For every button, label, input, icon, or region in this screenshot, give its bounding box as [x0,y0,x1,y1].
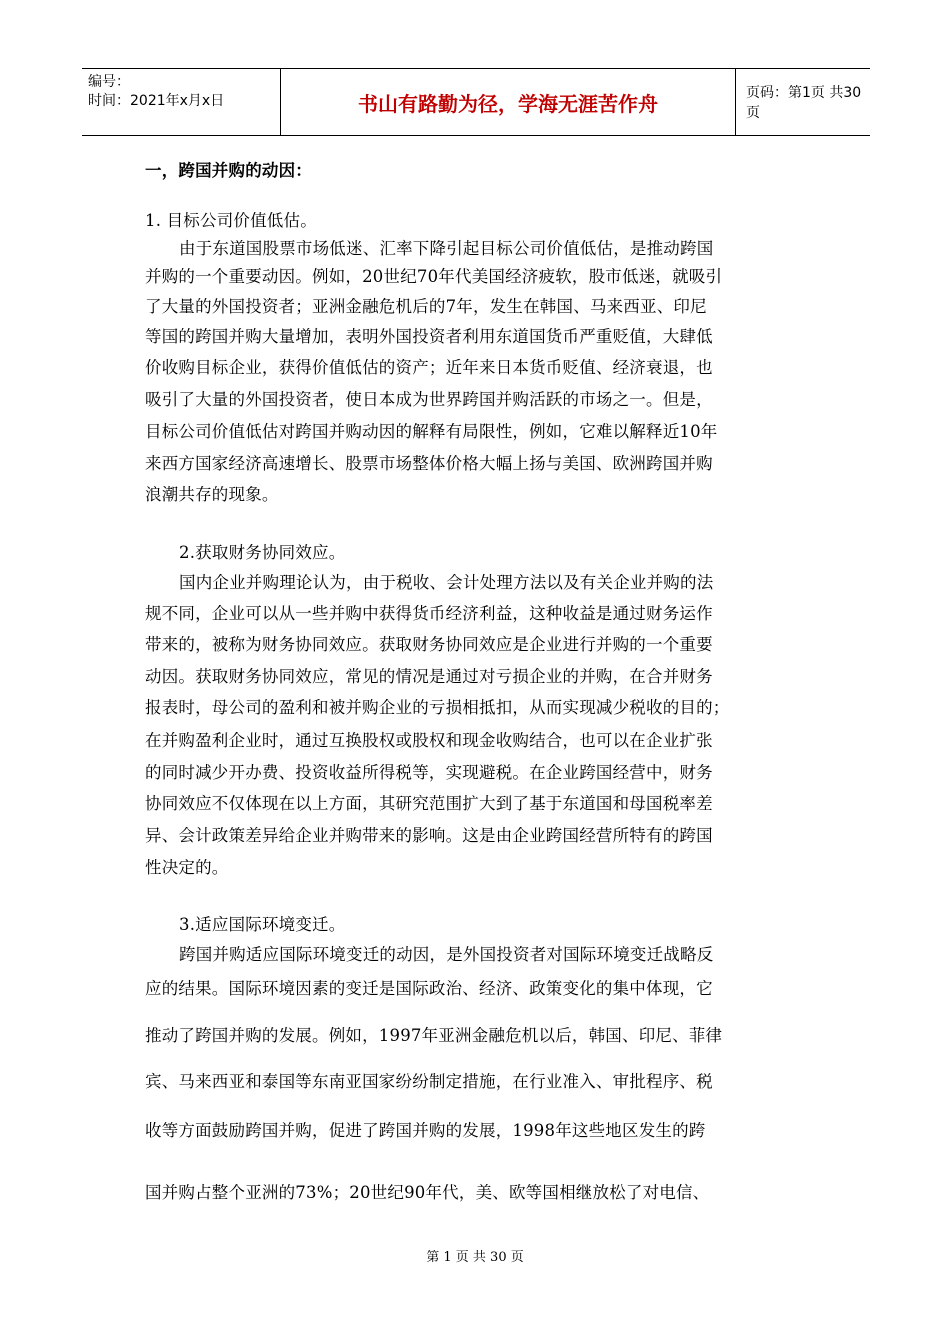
s2-line: 规不同，企业可以从一些并购中获得货币经济利益，这种收益是通过财务运作 [145,604,713,623]
s1-line: 来西方国家经济高速增长、股票市场整体价格大幅上扬与美国、欧洲跨国并购 [145,454,713,473]
header-motto-cell [281,69,736,135]
s3-line: 收等方面鼓励跨国并购，促进了跨国并购的发展，1998年这些地区发生的跨 [145,1121,706,1140]
s2-title: 2.获取财务协同效应。 [179,543,346,562]
s2-line: 异、会计政策差异给企业并购带来的影响。这是由企业跨国经营所特有的跨国 [145,826,713,845]
s3-line: 跨国并购适应国际环境变迁的动因，是外国投资者对国际环境变迁战略反 [179,945,714,964]
s2-line: 协同效应不仅体现在以上方面，其研究范围扩大到了基于东道国和母国税率差 [145,794,713,813]
s1-line: 由于东道国股票市场低迷、汇率下降引起目标公司价值低估，是推动跨国 [179,239,714,258]
header-page-cell [736,69,870,135]
s2-line: 在并购盈利企业时，通过互换股权或股权和现金收购结合，也可以在企业扩张 [145,731,713,750]
motto-text: 书山有路勤为径，学海无涯苦作舟 [358,91,658,116]
header-table [82,68,870,136]
s2-line: 国内企业并购理论认为，由于税收、会计处理方法以及有关企业并购的法 [179,573,714,592]
s1-line: 吸引了大量的外国投资者，使日本成为世界跨国并购活跃的市场之一。但是， [145,390,713,409]
s1-line: 价收购目标企业，获得价值低估的资产；近年来日本货币贬值、经济衰退，也 [145,358,713,377]
s2-line: 报表时，母公司的盈利和被并购企业的亏损相抵扣，从而实现减少税收的目的； [145,698,730,717]
footer-page-number: 第 1 页 共 30 页 [426,1250,524,1265]
s3-line: 推动了跨国并购的发展。例如，1997年亚洲金融危机以后，韩国、印尼、菲律 [145,1026,723,1045]
s2-line: 的同时减少开办费、投资收益所得税等，实现避税。在企业跨国经营中，财务 [145,763,713,782]
s2-line: 性决定的。 [145,858,229,877]
s1-line: 了大量的外国投资者；亚洲金融危机后的7年，发生在韩国、马来西亚、印尼 [145,297,707,316]
s2-line: 带来的，被称为财务协同效应。获取财务协同效应是企业进行并购的一个重要 [145,635,713,654]
s3-line: 应的结果。国际环境因素的变迁是国际政治、经济、政策变化的集中体现，它 [145,979,713,998]
s2-line: 动因。获取财务协同效应，常见的情况是通过对亏损企业的并购，在合并财务 [145,667,713,686]
s1-line: 目标公司价值低估对跨国并购动因的解释有局限性，例如，它难以解释近10年 [145,422,718,441]
s3-line: 国并购占整个亚洲的73%；20世纪90年代，美、欧等国相继放松了对电信、 [145,1183,710,1202]
time-label: 时间：2021年x月x日 [88,93,225,109]
section-heading: 一，跨国并购的动因： [145,161,312,180]
s1-line: 等国的跨国并购大量增加，表明外国投资者利用东道国货币严重贬值，大肆低 [145,327,713,346]
number-label: 编号： [88,74,130,90]
s1-line: 并购的一个重要动因。例如，20世纪70年代美国经济疲软，股市低迷，就吸引 [145,267,723,286]
header-meta-cell [82,69,281,135]
s3-line: 宾、马来西亚和泰国等东南亚国家纷纷制定措施，在行业准入、审批程序、税 [145,1072,713,1091]
s3-title: 3.适应国际环境变迁。 [179,915,346,934]
s1-title: 1. 目标公司价值低估。 [145,211,317,230]
page-footer [0,1246,950,1265]
s1-line: 浪潮共存的现象。 [145,485,279,504]
page-info: 页码：第1页 共30页 [746,85,862,121]
